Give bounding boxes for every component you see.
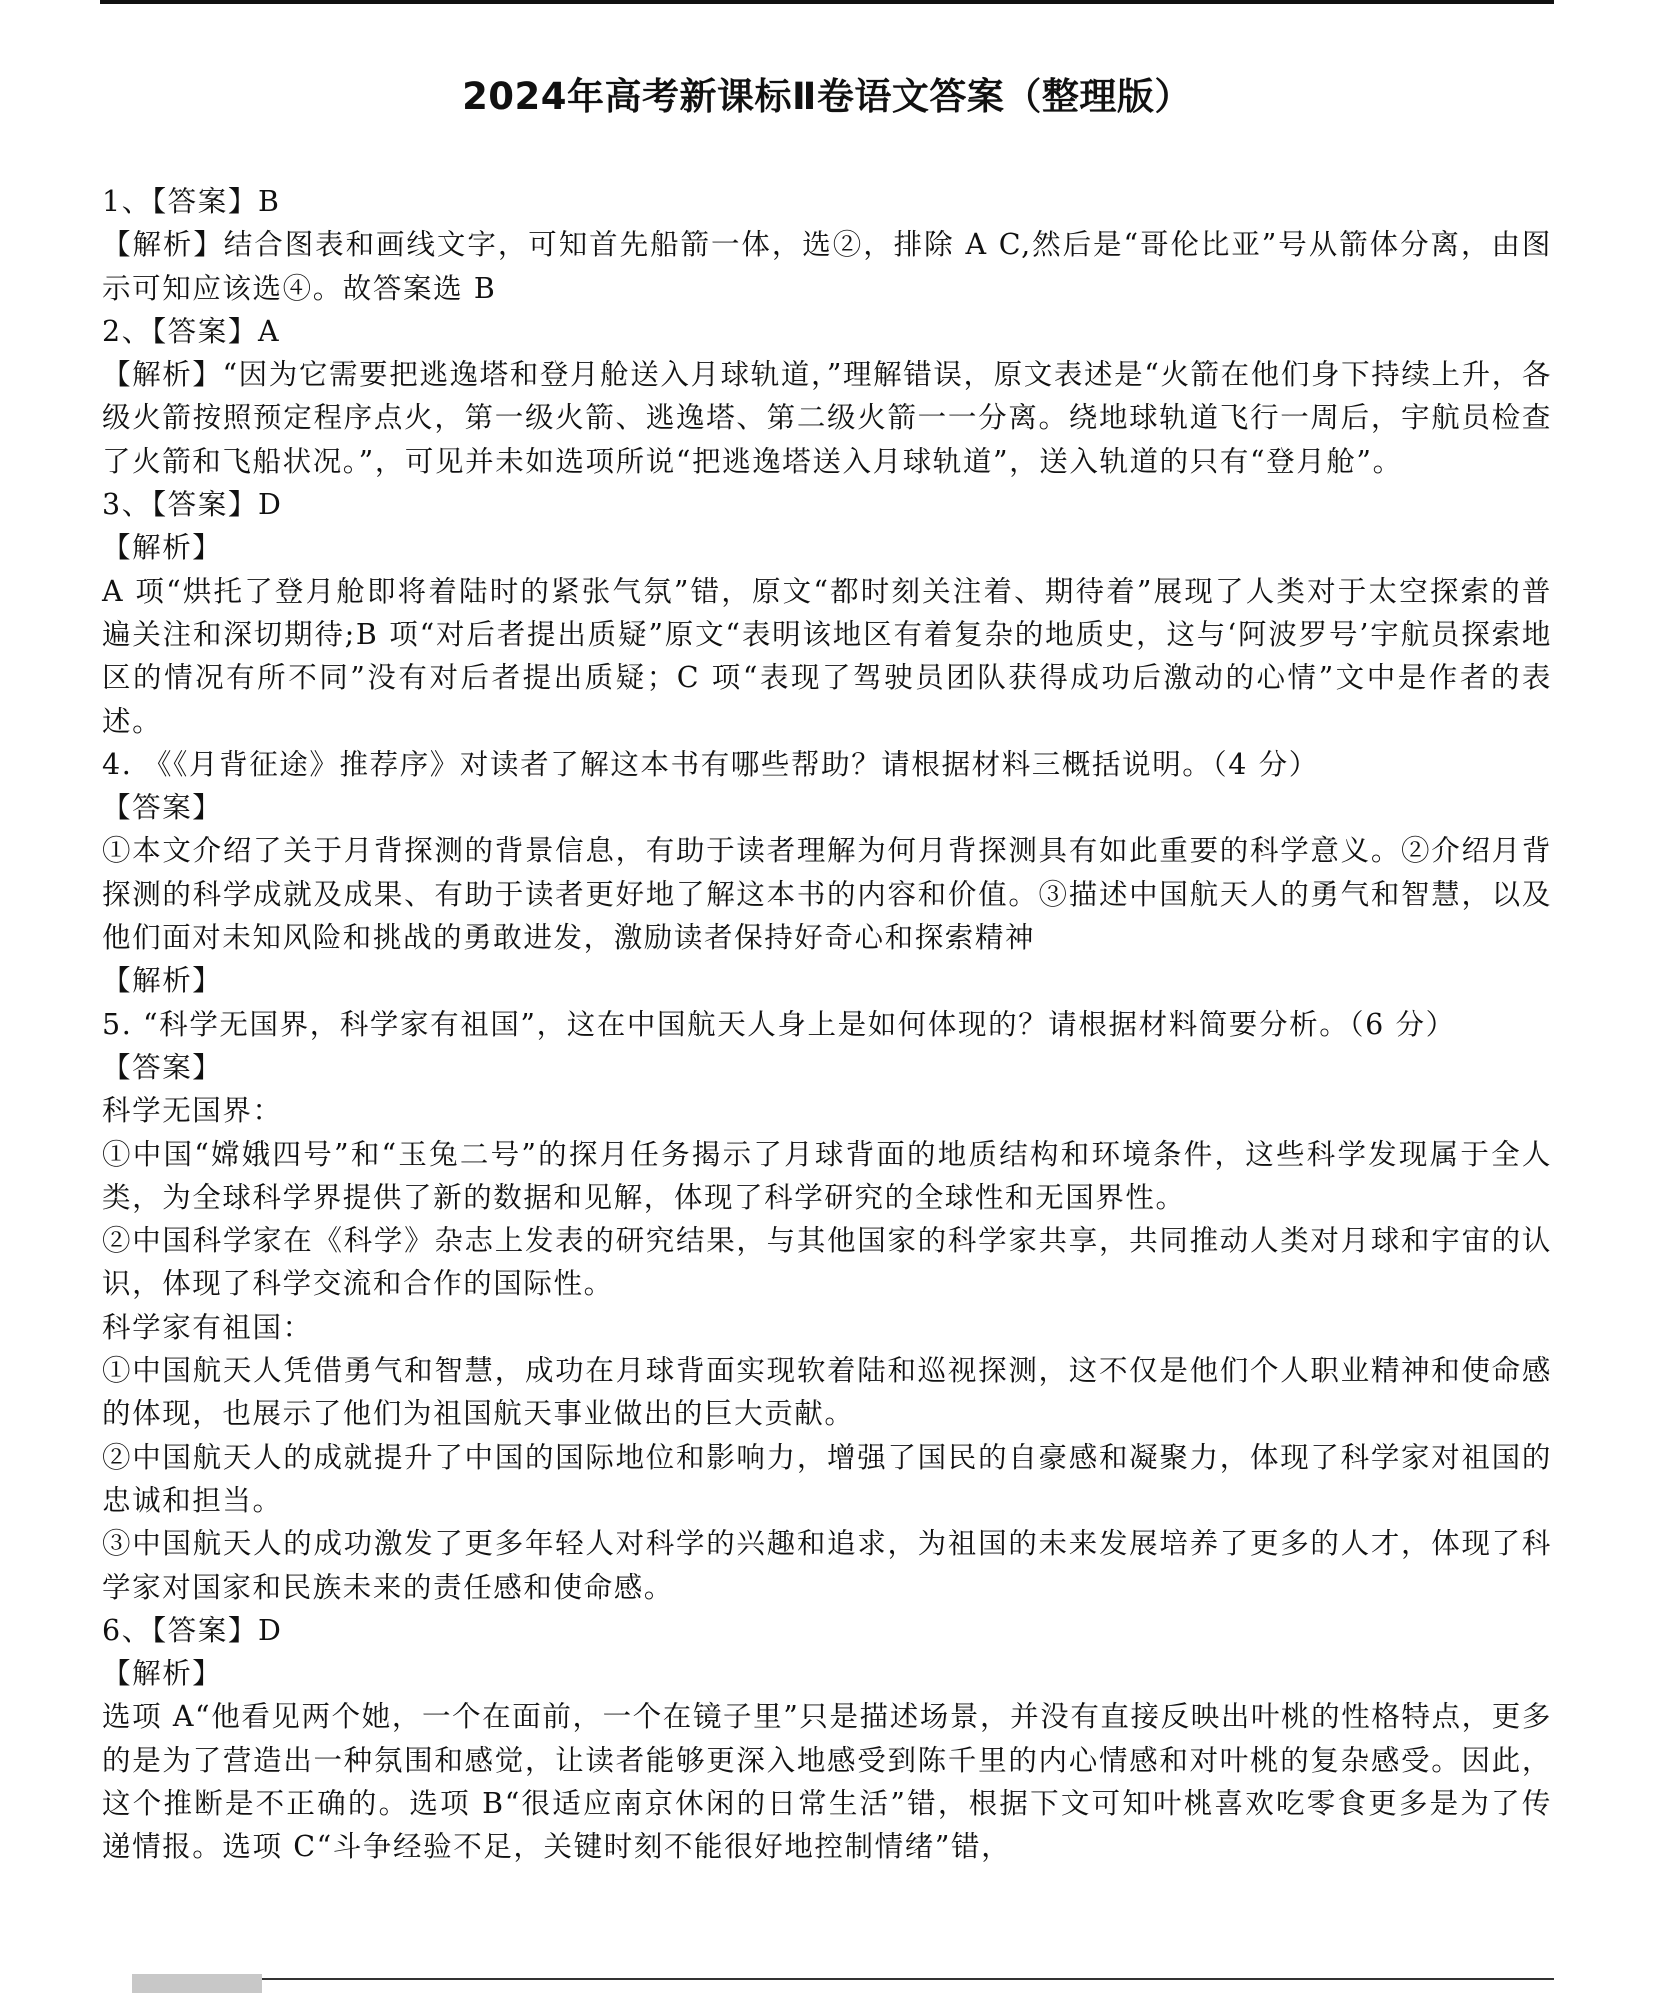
paragraph: ①中国“嫦娥四号”和“玉兔二号”的探月任务揭示了月球背面的地质结构和环境条件，这些科学发现属于全人类，为全球科学界提供了新的数据和见解，体现了科学研究的全球性和无国界性。 <box>102 1137 1552 1214</box>
paragraph: 5. “科学无国界，科学家有祖国”，这在中国航天人身上是如何体现的？请根据材料简要分析。（6 分） <box>102 1007 1456 1041</box>
paragraph: 【答案】 <box>102 1050 223 1084</box>
paragraph: ②中国科学家在《科学》杂志上发表的研究结果，与其他国家的科学家共享，共同推动人类对月球和宇宙的认识，体现了科学交流和合作的国际性。 <box>102 1224 1552 1301</box>
paragraph: 科学无国界： <box>102 1094 283 1128</box>
paragraph: A 项“烘托了登月舱即将着陆时的紧张气氛”错，原文“都时刻关注着、期待着”展现了人类对于太空探索的普遍关注和深切期待;B 项“对后者提出质疑”原文“表明该地区有着复杂的地质史，这与‘阿波罗号’宇航员探索地区的情况有所不同”没有对后者提出质疑；C 项“表现了驾驶员团队获得成功后激动的心情”文中是作者的表述。 <box>102 574 1552 738</box>
paragraph: 【解析】 <box>102 1657 223 1691</box>
paragraph: 【解析】“因为它需要把逃逸塔和登月舱送入月球轨道，”理解错误，原文表述是“火箭在他们身下持续上升，各级火箭按照预定程序点火，第一级火箭、逃逸塔、第二级火箭一一分离。绕地球轨道飞行一周后，宇航员检查了火箭和飞船状况。”，可见并未如选项所说“把逃逸塔送入月球轨道”，送入轨道的只有“登月舱”。 <box>102 358 1552 478</box>
paragraph: 【答案】 <box>102 791 223 825</box>
paragraph: 4. 《《月背征途》推荐序》对读者了解这本书有哪些帮助？请根据材料三概括说明。（4 分） <box>102 747 1319 781</box>
paragraph: ③中国航天人的成功激发了更多年轻人对科学的兴趣和追求，为祖国的未来发展培养了更多的人才，体现了科学家对国家和民族未来的责任感和使命感。 <box>102 1527 1552 1604</box>
footer-tab <box>132 1974 262 1993</box>
paragraph: 【解析】结合图表和画线文字，可知首先船箭一体，选②，排除 A C,然后是“哥伦比亚”号从箭体分离，由图示可知应该选④。故答案选 B <box>102 228 1552 305</box>
paragraph: ①中国航天人凭借勇气和智慧，成功在月球背面实现软着陆和巡视探测，这不仅是他们个人职业精神和使命感的体现，也展示了他们为祖国航天事业做出的巨大贡献。 <box>102 1354 1552 1431</box>
paragraph: 1、【答案】B <box>102 185 281 218</box>
top-rule <box>100 0 1554 4</box>
paragraph: 科学家有祖国： <box>102 1310 313 1344</box>
document-title: 2024年高考新课标Ⅱ卷语文答案（整理版） <box>462 75 1192 118</box>
document-body <box>102 180 1552 1869</box>
paragraph: ②中国航天人的成就提升了中国的国际地位和影响力，增强了国民的自豪感和凝聚力，体现了科学家对祖国的忠诚和担当。 <box>102 1440 1552 1517</box>
paragraph: 选项 A“他看见两个她，一个在面前，一个在镜子里”只是描述场景，并没有直接反映出叶桃的性格特点，更多的是为了营造出一种氛围和感觉，让读者能够更深入地感受到陈千里的内心情感和对叶桃的复杂感受。因此，这个推断是不正确的。选项 B“很适应南京休闲的日常生活”错，根据下文可知叶桃喜欢吃零食更多是为了传递情报。选项 C“斗争经验不足，关键时刻不能很好地控制情绪”错， <box>102 1700 1552 1864</box>
footer-rule <box>262 1978 1554 1980</box>
paragraph: 6、【答案】D <box>102 1613 283 1647</box>
paragraph: 【解析】 <box>102 964 223 998</box>
paragraph: 3、【答案】D <box>102 488 283 522</box>
paragraph: 2、【答案】A <box>102 314 281 348</box>
paragraph: ①本文介绍了关于月背探测的背景信息，有助于读者理解为何月背探测具有如此重要的科学意义。②介绍月背探测的科学成就及成果、有助于读者更好地了解这本书的内容和价值。③描述中国航天人的勇气和智慧，以及他们面对未知风险和挑战的勇敢进发，激励读者保持好奇心和探索精神 <box>102 834 1552 955</box>
paragraph: 【解析】 <box>102 531 223 565</box>
